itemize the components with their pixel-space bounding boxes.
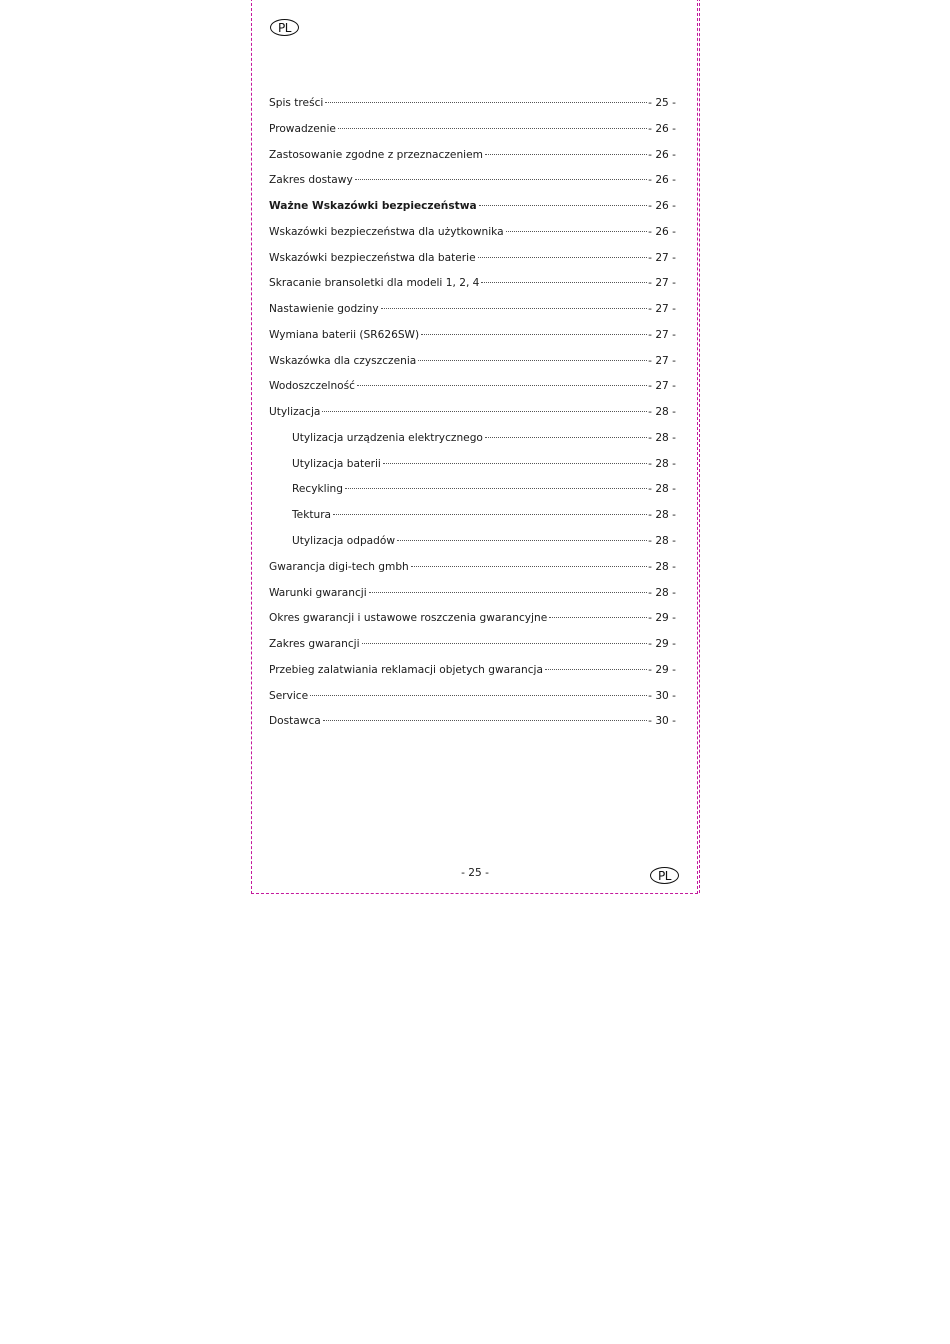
- toc-dot-leader: [323, 720, 647, 721]
- toc-entry-page: - 26 -: [648, 174, 676, 187]
- toc-entry-title: Recykling: [292, 483, 343, 496]
- toc-entry-title: Wskazówki bezpieczeństwa dla użytkownika: [269, 225, 504, 238]
- toc-entry-title: Zastosowanie zgodne z przeznaczeniem: [269, 148, 483, 161]
- toc-entry-page: - 26 -: [648, 200, 676, 213]
- toc-entry-page: - 28 -: [648, 535, 676, 548]
- toc-dot-leader: [369, 592, 647, 593]
- toc-entry[interactable]: [269, 504, 676, 530]
- toc-entry-page: - 28 -: [648, 431, 676, 444]
- toc-dot-leader: [383, 463, 647, 464]
- toc-entry[interactable]: [269, 298, 676, 324]
- toc-entry-page: - 26 -: [648, 148, 676, 161]
- toc-entry-title: Wskazówki bezpieczeństwa dla baterie: [269, 251, 476, 264]
- toc-dot-leader: [355, 179, 647, 180]
- toc-dot-leader: [397, 540, 647, 541]
- toc-entry-title: Dostawca: [269, 715, 321, 728]
- toc-dot-leader: [310, 695, 647, 696]
- toc-dot-leader: [357, 385, 647, 386]
- toc-entry[interactable]: [269, 221, 676, 247]
- toc-entry[interactable]: [269, 272, 676, 298]
- toc-dot-leader: [418, 360, 647, 361]
- toc-entry-title: Service: [269, 689, 309, 702]
- toc-entry-title: Okres gwarancji i ustawowe roszczenia gwarancyjne: [269, 612, 548, 625]
- toc-dot-leader: [325, 102, 647, 103]
- toc-dot-leader: [481, 282, 647, 283]
- toc-dot-leader: [421, 334, 647, 335]
- toc-entry-page: - 28 -: [648, 457, 676, 470]
- toc-entry-title: Utylizacja: [269, 406, 321, 419]
- toc-entry[interactable]: [269, 659, 676, 685]
- page-number: - 25 -: [461, 867, 489, 879]
- toc-entry-page: - 29 -: [648, 663, 676, 676]
- toc-dot-leader: [338, 128, 647, 129]
- toc-entry-page: - 27 -: [648, 380, 676, 393]
- toc-dot-leader: [506, 231, 648, 232]
- toc-entry-page: - 29 -: [648, 612, 676, 625]
- toc-dot-leader: [549, 617, 647, 618]
- toc-entry-title: Utylizacja urządzenia elektrycznego: [292, 431, 483, 444]
- toc-dot-leader: [381, 308, 647, 309]
- toc-entry[interactable]: [269, 247, 676, 273]
- toc-entry-page: - 27 -: [648, 277, 676, 290]
- toc-dot-leader: [545, 669, 647, 670]
- toc-entry[interactable]: [269, 685, 676, 711]
- toc-entry[interactable]: [269, 401, 676, 427]
- toc-entry-title: Utylizacja baterii: [292, 457, 381, 470]
- toc-entry-title: Zakres gwarancji: [269, 638, 360, 651]
- toc-entry-page: - 27 -: [648, 328, 676, 341]
- toc-entry-title: Spis treści: [269, 97, 324, 109]
- toc-entry[interactable]: [269, 530, 676, 556]
- toc-entry-title: Tektura: [292, 509, 332, 522]
- toc-entry-title: Przebieg zalatwiania reklamacji objetych gwarancja: [269, 663, 543, 676]
- toc-entry[interactable]: [269, 633, 676, 659]
- toc-entry[interactable]: [269, 169, 676, 195]
- toc-entry-page: - 30 -: [648, 689, 676, 702]
- toc-entry-title: Ważne Wskazówki bezpieczeństwa: [269, 200, 477, 213]
- toc-entry-page: - 26 -: [648, 225, 676, 238]
- toc-entry-title: Zakres dostawy: [269, 174, 353, 187]
- toc-entry[interactable]: [269, 556, 676, 582]
- toc-entry-title: Prowadzenie: [269, 122, 336, 135]
- toc-entry[interactable]: [269, 92, 676, 118]
- toc-entry[interactable]: [269, 350, 676, 376]
- toc-entry[interactable]: [269, 118, 676, 144]
- toc-entry-page: - 26 -: [648, 122, 676, 135]
- toc-entry-page: - 28 -: [648, 406, 676, 419]
- toc-entry-title: Utylizacja odpadów: [292, 535, 396, 548]
- toc-entry[interactable]: [269, 144, 676, 170]
- toc-entry[interactable]: [269, 195, 676, 221]
- toc-dot-leader: [485, 154, 647, 155]
- toc-entry-page: - 28 -: [648, 586, 676, 599]
- toc-dot-leader: [322, 411, 647, 412]
- toc-entry-title: Skracanie bransoletki dla modeli 1, 2, 4: [269, 277, 480, 290]
- toc-entry[interactable]: [269, 607, 676, 633]
- toc-entry[interactable]: [269, 582, 676, 608]
- toc-dot-leader: [485, 437, 647, 438]
- toc-entry-page: - 28 -: [648, 560, 676, 573]
- toc-entry-page: - 30 -: [648, 715, 676, 728]
- language-badge-label: PL: [658, 868, 671, 883]
- language-badge-top: [270, 19, 299, 36]
- toc-entry-page: - 29 -: [648, 638, 676, 651]
- toc-dot-leader: [478, 257, 648, 258]
- toc-entry-title: Gwarancja digi-tech gmbh: [269, 560, 409, 573]
- table-of-contents: [269, 92, 676, 736]
- toc-entry[interactable]: [269, 710, 676, 736]
- toc-dot-leader: [362, 643, 648, 644]
- toc-entry[interactable]: [269, 453, 676, 479]
- toc-entry-title: Wymiana baterii (SR626SW): [269, 328, 420, 341]
- toc-dot-leader: [333, 514, 647, 515]
- toc-entry-title: Wskazówka dla czyszczenia: [269, 354, 417, 367]
- toc-entry-page: - 27 -: [648, 354, 676, 367]
- language-badge-bottom: [650, 867, 679, 884]
- toc-entry-page: - 28 -: [648, 483, 676, 496]
- language-badge-label: PL: [278, 20, 291, 35]
- toc-dot-leader: [345, 488, 647, 489]
- toc-entry-page: - 28 -: [648, 509, 676, 522]
- toc-entry[interactable]: [269, 427, 676, 453]
- toc-entry-title: Wodoszczelność: [269, 380, 356, 393]
- toc-entry[interactable]: [269, 478, 676, 504]
- toc-dot-leader: [411, 566, 647, 567]
- toc-entry-page: - 27 -: [648, 303, 676, 316]
- toc-dot-leader: [479, 205, 647, 206]
- toc-entry-title: Nastawienie godziny: [269, 303, 379, 316]
- toc-entry[interactable]: [269, 324, 676, 350]
- toc-entry-page: - 27 -: [648, 251, 676, 264]
- toc-entry-page: - 25 -: [648, 97, 676, 109]
- toc-entry[interactable]: [269, 375, 676, 401]
- toc-entry-title: Warunki gwarancji: [269, 586, 367, 599]
